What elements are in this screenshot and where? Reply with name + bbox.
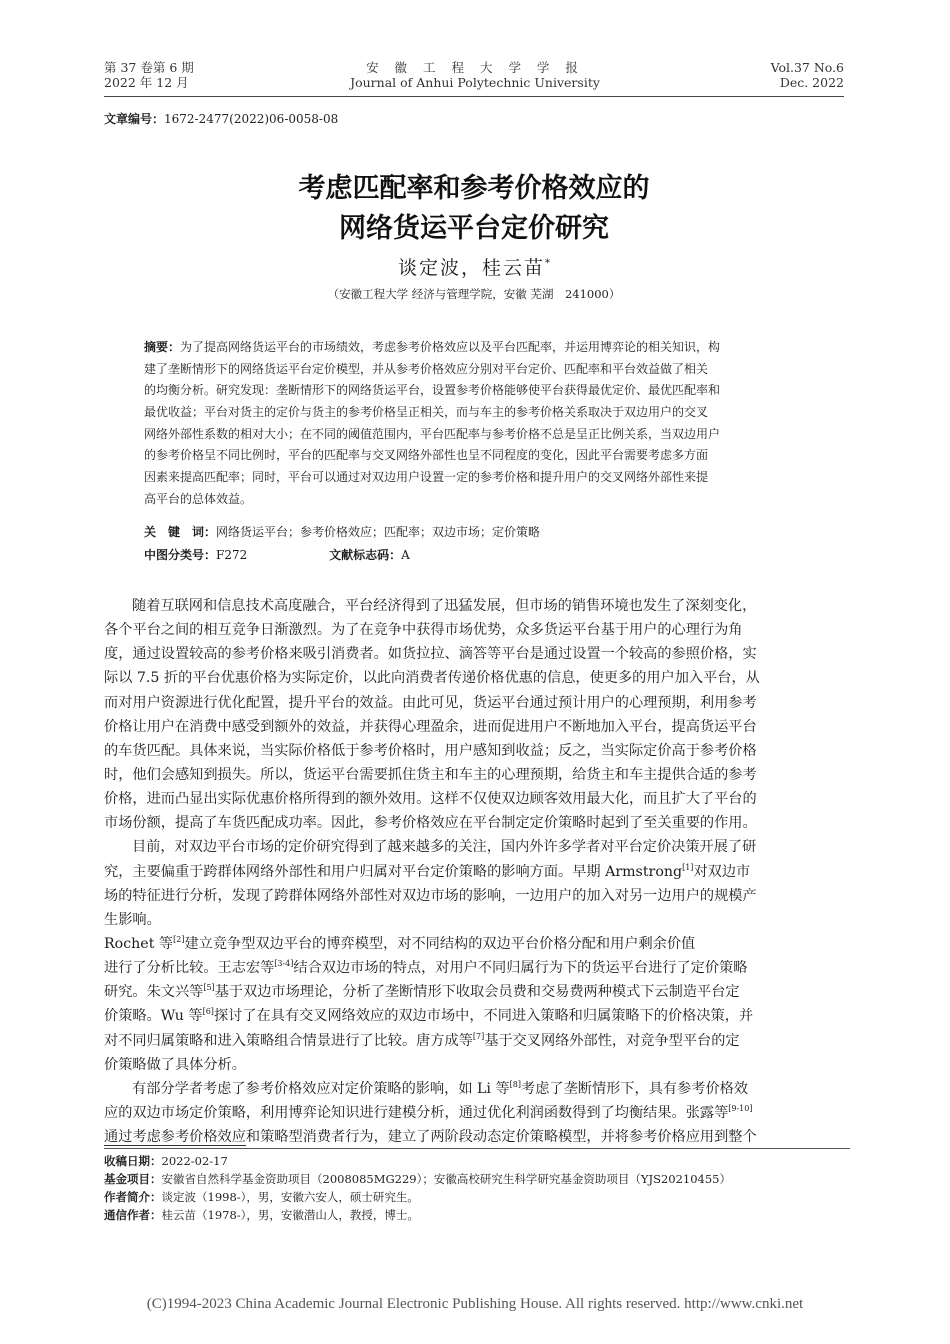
authors <box>104 253 844 280</box>
author-bio: 作者简介：谈定波（1998-），男，安徽六安人，硕士研究生。 <box>104 1190 419 1204</box>
citation-ref[interactable]: [7] <box>472 1031 485 1041</box>
body-line: 通过考虑参考价格效应和策略型消费者行为，建立了两阶段动态定价策略模型，并将参考价格应用到整个 <box>104 1129 757 1146</box>
paper-title-line1: 考虑匹配率和参考价格效应的 <box>298 173 650 204</box>
abstract <box>144 337 818 511</box>
body-line: 市场份额，提高了车货匹配成功率。因此，参考价格效应在平台制定定价策略时起到了至关重要的作用。 <box>104 815 757 832</box>
body-line: 场的特征进行分析，发现了跨群体网络外部性对双边市场的影响，一边用户的加入对另一边用户的规模产 <box>104 887 757 904</box>
journal-name-en: Journal of Anhui Polytechnic University <box>350 75 600 90</box>
citation-ref[interactable]: [8] <box>509 1079 522 1089</box>
volume-issue: 第 37 卷第 6 期 <box>104 60 194 75</box>
body-line: 目前，对双边平台市场的定价研究得到了越来越多的关注，国内外许多学者对平台定价决策开展了研 <box>132 839 757 856</box>
article-number-label: 文章编号： <box>104 112 165 126</box>
citation-ref[interactable]: [6] <box>202 1007 214 1017</box>
body-line: 价格让用户在消费中感受到额外的效益，并获得心理盈余，进而促进用户不断地加入平台，提高货运平台 <box>104 718 757 735</box>
article-number <box>104 110 338 127</box>
body-line: 的车货匹配。具体来说，当实际价格低于参考价格时，用户感知到收益；反之，当实际定价高于参考价格 <box>104 742 757 759</box>
received-date: 收稿日期：2022-02-17 <box>104 1154 228 1168</box>
body-line: 有部分学者考虑了参考价格效应对定价策略的影响，如 Li 等[8]考虑了垄断情形下，具有参考价格效 <box>132 1079 749 1097</box>
volume-en: Vol.37 No.6 <box>770 60 844 75</box>
underlined-phrase: 通过考虑参考价格效应 <box>104 1129 246 1146</box>
journal-volume-en <box>771 60 844 90</box>
body-line: Rochet 等[2]建立竞争型双边平台的博弈模型，对不同结构的双边平台价格分配和用户剩余价值 <box>104 934 696 952</box>
classification <box>144 546 410 563</box>
abstract-line: 高平台的总体效益。 <box>144 491 253 506</box>
abstract-line: 因素来提高匹配率；同时，平台可以通过对双边用户设置一定的参考价格和提升用户的交叉网络外部性来提 <box>144 470 709 485</box>
footnote-divider <box>104 1148 850 1149</box>
abstract-line: 的参考价格呈不同比例时，平台的匹配率与交叉网络外部性也呈不同程度的变化，因此平台需要考虑多方面 <box>144 448 709 463</box>
journal-name <box>275 60 675 90</box>
issue-date: 2022 年 12 月 <box>104 75 189 90</box>
body-line: 进行了分析比较。王志宏等[3-4]结合双边市场的特点，对用户不同归属行为下的货运平台进行了定价策略 <box>104 959 748 977</box>
fund-info: 基金项目：安徽省自然科学基金资助项目（2008085MG229）；安徽高校研究生科学研究基金资助项目（YJS20210455） <box>104 1172 731 1186</box>
journal-issue <box>104 60 194 90</box>
copyright-notice: (C)1994-2023 China Academic Journal Electronic Publishing House. All rights reserved. http://www.cnki.net <box>146 1296 804 1312</box>
author-names: 谈定波，桂云苗 <box>397 257 545 279</box>
doc-code-value: A <box>401 548 410 562</box>
body-line: 而对用户资源进行优化配置，提升平台的效益。由此可见，货运平台通过预计用户的心理预期，利用参考 <box>104 694 757 711</box>
doc-code-label: 文献标志码： <box>329 548 402 562</box>
clc-value: F272 <box>216 548 248 562</box>
abstract-line: 建了垄断情形下的网络货运平台定价模型，并从参考价格效应分别对平台定价、匹配率和平台效益做了相关 <box>144 361 709 376</box>
abstract-line: 摘要：为了提高网络货运平台的市场绩效，考虑参考价格效应以及平台匹配率，并运用博弈论的相关知识，构 <box>144 340 721 354</box>
journal-name-cn: 安 徽 工 程 大 学 学 报 <box>366 60 584 75</box>
body-line: 价策略。Wu 等[6]探讨了在具有交叉网络效应的双边市场中，不同进入策略和归属策略下的价格决策，并 <box>104 1007 754 1025</box>
body-line: 时，他们会感知到损失。所以，货运平台需要抓住货主和车主的心理预期，给货主和车主提供合适的参考 <box>104 766 757 783</box>
citation-ref[interactable]: [1] <box>682 862 694 872</box>
keywords-label: 关 键 词： <box>144 525 217 539</box>
body-line: 各个平台之间的相互竞争日渐激烈。为了在竞争中获得市场优势，众多货运平台基于用户的心理行为角 <box>104 622 743 639</box>
paper-title-line2: 网络货运平台定价研究 <box>339 213 609 244</box>
body-line: 研究。朱文兴等[5]基于双边市场理论，分析了垄断情形下收取会员费和交易费两种模式下云制造平台定 <box>104 983 740 1001</box>
abstract-label: 摘要： <box>144 340 181 354</box>
body-line: 应的双边市场定价策略，利用博弈论知识进行建模分析，通过优化利润函数得到了均衡结果。张露等[9-10] <box>104 1103 753 1121</box>
keywords-value: 网络货运平台；参考价格效应；匹配率；双边市场；定价策略 <box>216 525 541 539</box>
header-divider <box>104 96 844 97</box>
body-line: 对不同归属策略和进入策略组合情景进行了比较。唐方成等[7]基于交叉网络外部性，对竞争型平台的定 <box>104 1031 740 1049</box>
citation-ref[interactable]: [9-10] <box>728 1103 753 1113</box>
affiliation: （安徽工程大学 经济与管理学院，安徽 芜湖 241000） <box>327 287 621 301</box>
body-text <box>104 594 850 1149</box>
body-line: 际以 7.5 折的平台优惠价格为实际定价，以此向消费者传递价格优惠的信息，使更多的用户加入平台，从 <box>104 670 760 687</box>
keywords <box>144 523 540 540</box>
abstract-line: 最优收益；平台对货主的定价与货主的参考价格呈正相关，而与车主的参考价格关系取决于双边用户的交叉 <box>144 405 709 420</box>
corresponding-author: 通信作者：桂云苗（1978-），男，安徽潜山人，教授，博士。 <box>104 1208 419 1222</box>
body-line: 究，主要偏重于跨群体网络外部性和用户归属对平台定价策略的影响方面。早期 Armstrong[1]对双边市 <box>104 862 751 880</box>
citation-ref[interactable]: [3-4] <box>274 959 294 969</box>
body-line: 度，通过设置较高的参考价格来吸引消费者。如货拉拉、滴答等平台是通过设置一个较高的参照价格，实 <box>104 646 757 663</box>
body-line: 随着互联网和信息技术高度融合，平台经济得到了迅猛发展，但市场的销售环境也发生了深刻变化， <box>132 598 757 614</box>
body-line: 价格，进而凸显出实际优惠价格所得到的额外效用。这样不仅使双边顾客效用最大化，而且扩大了平台的 <box>104 791 757 808</box>
clc-label: 中图分类号： <box>144 548 217 562</box>
citation-ref[interactable]: [5] <box>203 983 215 993</box>
citation-ref[interactable]: [2] <box>173 934 185 944</box>
date-en: Dec. 2022 <box>779 75 844 90</box>
body-line: 生影响。 <box>104 911 161 928</box>
corresponding-mark: * <box>545 258 550 269</box>
abstract-line: 的均衡分析。研究发现：垄断情形下的网络货运平台，设置参考价格能够使平台获得最优定价、最优匹配率和 <box>144 383 721 398</box>
article-number-value: 1672-2477(2022)06-0058-08 <box>164 112 339 126</box>
body-line: 价策略做了具体分析。 <box>104 1056 246 1073</box>
abstract-line: 网络外部性系数的相对大小；在不同的阈值范围内，平台匹配率与参考价格不总是呈正比例关系，当双边用户 <box>144 426 721 441</box>
